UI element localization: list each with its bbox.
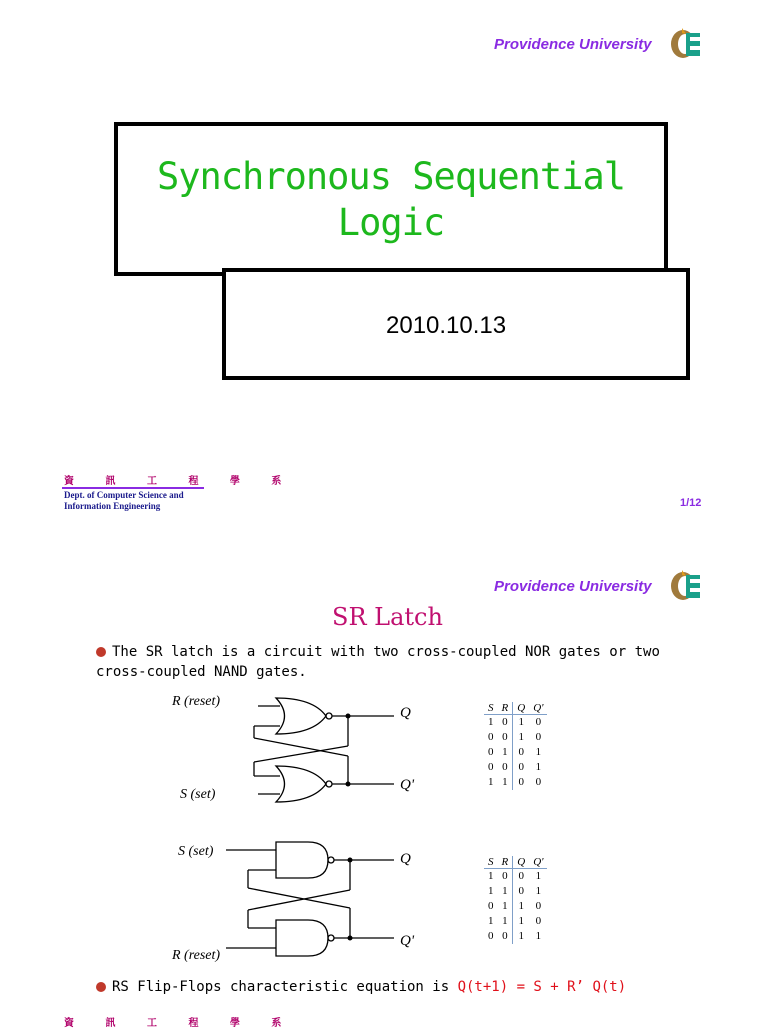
nor-label-s: S (set) [180, 787, 216, 802]
table-header: S [484, 856, 498, 869]
table-cell: 0 [535, 776, 542, 788]
nand-truth-table [484, 856, 547, 944]
table-cell: 0 [488, 746, 494, 758]
table-row [484, 899, 547, 914]
bullet-icon [96, 982, 106, 992]
table-cell: 0 [513, 775, 529, 790]
nor-out-qp: Q' [400, 777, 415, 793]
table-header: Q' [529, 702, 547, 715]
slide-title-line2: Logic [337, 201, 445, 244]
table-row [484, 715, 547, 731]
table-cell: 0 [502, 731, 508, 743]
characteristic-equation: Q(t+1) = S + R’ Q(t) [457, 979, 627, 995]
slide-title-line1: Synchronous Sequential [156, 155, 626, 198]
table-header: R [498, 702, 513, 715]
bullet-1-line1: The SR latch is a circuit with two cross-coupled NOR gates or two [112, 644, 660, 660]
table-header: Q [513, 702, 529, 715]
date-text: 2010.10.13 [386, 312, 507, 339]
table-cell: 1 [502, 776, 508, 788]
table-cell: 1 [535, 870, 542, 882]
table-row [484, 730, 547, 745]
table-cell: 0 [502, 870, 508, 882]
table-cell: 1 [502, 885, 508, 897]
table-cell: 1 [488, 776, 494, 788]
table-header: S [484, 702, 498, 715]
bullet-icon [96, 647, 106, 657]
table-cell: 1 [502, 746, 508, 758]
title-box [114, 122, 668, 276]
table-cell: 1 [513, 899, 529, 914]
table-cell: 0 [513, 745, 529, 760]
nand-out-q: Q [400, 851, 411, 867]
table-cell: 0 [502, 761, 508, 773]
table-header: Q [513, 856, 529, 869]
bullet-1-line2: cross-coupled NAND gates. [96, 664, 307, 680]
table-cell: 0 [513, 760, 529, 775]
table-cell: 1 [535, 885, 542, 897]
table-cell: 1 [502, 915, 508, 927]
table-cell: 0 [488, 900, 494, 912]
table-cell: 1 [488, 915, 494, 927]
table-row [484, 929, 547, 944]
dept-english-line2: Information Engineering [64, 501, 161, 511]
nor-out-q: Q [400, 705, 411, 721]
table-cell: 1 [488, 885, 494, 897]
table-row [484, 760, 547, 775]
ce-logo-icon [670, 24, 706, 60]
table-cell: 0 [488, 731, 494, 743]
ce-logo-icon [670, 566, 706, 602]
table-cell: 0 [488, 761, 494, 773]
bullet-1 [96, 642, 696, 682]
table-cell: 1 [535, 761, 542, 773]
university-name: Providence University [494, 36, 652, 53]
table-cell: 0 [502, 716, 508, 728]
dept-chinese: 資 訊 工 程 學 系 [64, 476, 296, 487]
nor-label-r: R (reset) [172, 694, 221, 709]
table-cell: 1 [513, 914, 529, 929]
table-cell: 1 [488, 716, 494, 728]
bullet-2 [96, 977, 736, 997]
table-header: Q' [529, 856, 547, 869]
table-cell: 1 [513, 929, 529, 944]
nand-label-s: S (set) [178, 844, 214, 859]
table-row [484, 745, 547, 760]
table-cell: 1 [535, 930, 542, 942]
date-box [222, 268, 690, 380]
table-cell: 0 [535, 731, 542, 743]
table-cell: 0 [502, 930, 508, 942]
table-cell: 0 [535, 915, 542, 927]
table-cell: 1 [535, 746, 542, 758]
nor-truth-table [484, 702, 547, 790]
page-number: 1/12 [680, 497, 702, 509]
table-row [484, 869, 547, 885]
table-cell: 0 [535, 900, 542, 912]
dept-divider [62, 487, 204, 489]
table-cell: 0 [513, 869, 529, 885]
table-cell: 0 [488, 930, 494, 942]
table-row [484, 914, 547, 929]
bullet-2-text: RS Flip-Flops characteristic equation is [112, 979, 458, 995]
table-cell: 1 [513, 715, 529, 731]
university-name-2: Providence University [494, 578, 652, 595]
table-cell: 1 [513, 730, 529, 745]
table-cell: 0 [513, 884, 529, 899]
nand-out-qp: Q' [400, 933, 415, 949]
table-header: R [498, 856, 513, 869]
nand-label-r: R (reset) [172, 948, 221, 963]
table-row [484, 775, 547, 790]
table-cell: 0 [535, 716, 542, 728]
dept-english [64, 490, 184, 512]
table-cell: 1 [502, 900, 508, 912]
sr-latch-title: SR Latch [332, 603, 443, 631]
dept-english-line1: Dept. of Computer Science and [64, 490, 184, 500]
table-row [484, 884, 547, 899]
dept-chinese-2: 資 訊 工 程 學 系 [64, 1018, 296, 1029]
table-cell: 1 [488, 870, 494, 882]
